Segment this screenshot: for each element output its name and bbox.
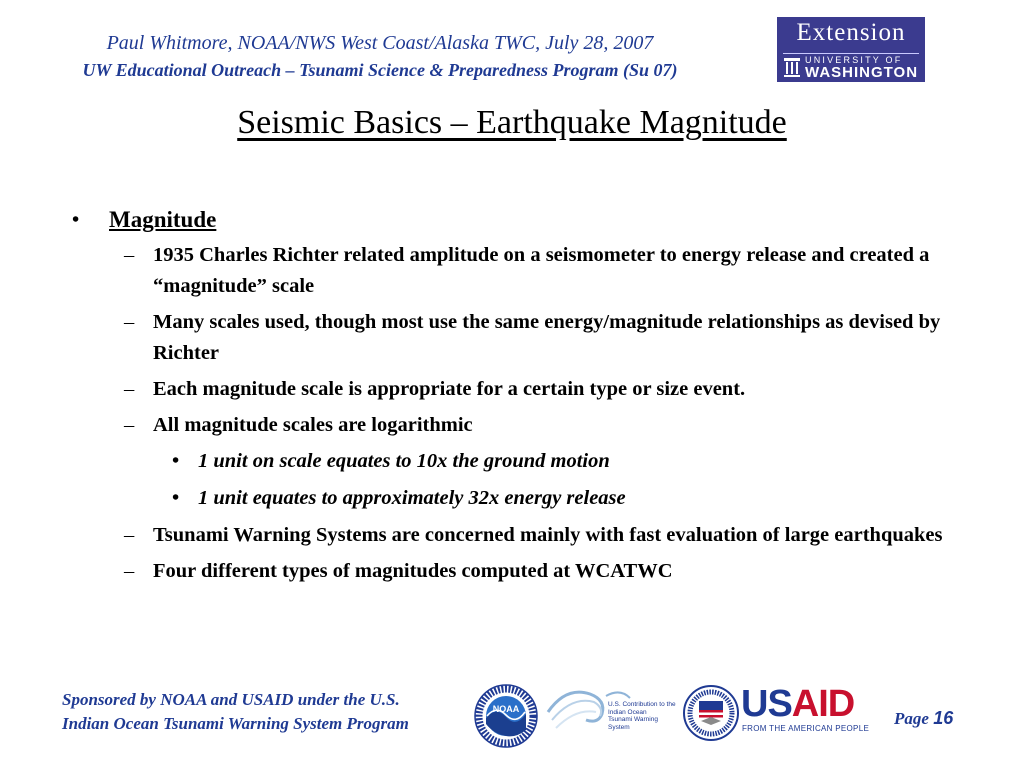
sub-bullet	[72, 307, 962, 369]
logo-university-text: UNIVERSITY OF	[805, 55, 903, 65]
sponsor-line-1: Sponsored by NOAA and USAID under the U.S.	[62, 690, 400, 709]
sub-bullet	[72, 374, 962, 405]
logo-washington-text: WASHINGTON	[805, 64, 919, 81]
bullet-marker: •	[172, 487, 180, 509]
us-contribution-logo	[546, 682, 676, 746]
slide-header	[0, 30, 760, 84]
sub-sub-bullet	[72, 483, 962, 513]
page-number: 16	[933, 708, 954, 728]
sub-bullet-text: Tsunami Warning Systems are concerned mainly with fast evaluation of large earthquakes	[153, 524, 943, 546]
us-contribution-line: System	[608, 723, 630, 731]
dash-marker: –	[124, 378, 135, 400]
sub-sub-bullet	[72, 446, 962, 476]
us-contribution-line: U.S. Contribution to the	[608, 701, 676, 708]
page-label: Page	[894, 709, 929, 728]
sub-bullet	[72, 556, 962, 587]
sub-bullet	[72, 240, 962, 302]
column-icon	[783, 57, 801, 78]
header-author-line: Paul Whitmore, NOAA/NWS West Coast/Alaska TWC, July 28, 2007	[106, 32, 654, 54]
dash-marker: –	[124, 414, 135, 436]
noaa-logo	[474, 684, 538, 748]
page-indicator	[894, 708, 953, 729]
dash-marker: –	[124, 244, 135, 266]
sub-bullet	[72, 520, 962, 551]
dash-marker: –	[124, 560, 135, 582]
noaa-logo-text: NOAA	[492, 704, 520, 714]
sponsor-line-2: Indian Ocean Tsunami Warning System Program	[62, 714, 409, 733]
us-contribution-line: Tsunami Warning	[608, 716, 658, 723]
logo-divider	[783, 53, 919, 54]
sub-bullet-text: Each magnitude scale is appropriate for a certain type or size event.	[153, 378, 746, 400]
bullet-magnitude	[72, 205, 962, 236]
header-program-line: UW Educational Outreach – Tsunami Science & Preparedness Program (Su 07)	[82, 60, 678, 80]
usaid-wordmark-logo	[741, 683, 870, 738]
sub-sub-bullet-text: 1 unit equates to approximately 32x energy release	[198, 487, 626, 509]
sub-bullet	[72, 410, 962, 441]
us-contribution-line: Indian Ocean	[608, 708, 647, 716]
us-contribution-text	[608, 701, 676, 731]
dash-marker: –	[124, 311, 135, 333]
extension-logo-word: Extension	[796, 19, 906, 46]
slide-title: Seismic Basics – Earthquake Magnitude	[237, 104, 787, 141]
uw-extension-logo	[777, 17, 925, 82]
usaid-seal-icon	[683, 685, 739, 741]
sub-sub-bullet-text: 1 unit on scale equates to 10x the ground motion	[198, 450, 610, 472]
bullet-list	[72, 205, 962, 592]
bullet-marker: •	[72, 209, 80, 231]
bullet-marker: •	[172, 450, 180, 472]
usaid-wordmark-text: USAID	[741, 683, 855, 725]
sub-bullet-text: Four different types of magnitudes computed at WCATWC	[153, 560, 673, 582]
sub-bullet-text: 1935 Charles Richter related amplitude on a seismometer to energy release and created a “magnitude” scale	[153, 244, 930, 297]
sub-bullet-text: All magnitude scales are logarithmic	[153, 414, 473, 436]
sub-bullet-text: Many scales used, though most use the same energy/magnitude relationships as devised by Richter	[153, 311, 941, 364]
usaid-tagline: FROM THE AMERICAN PEOPLE	[742, 724, 870, 733]
bullet-text: Magnitude	[109, 207, 217, 232]
sponsor-footer	[62, 688, 409, 736]
dash-marker: –	[124, 524, 135, 546]
